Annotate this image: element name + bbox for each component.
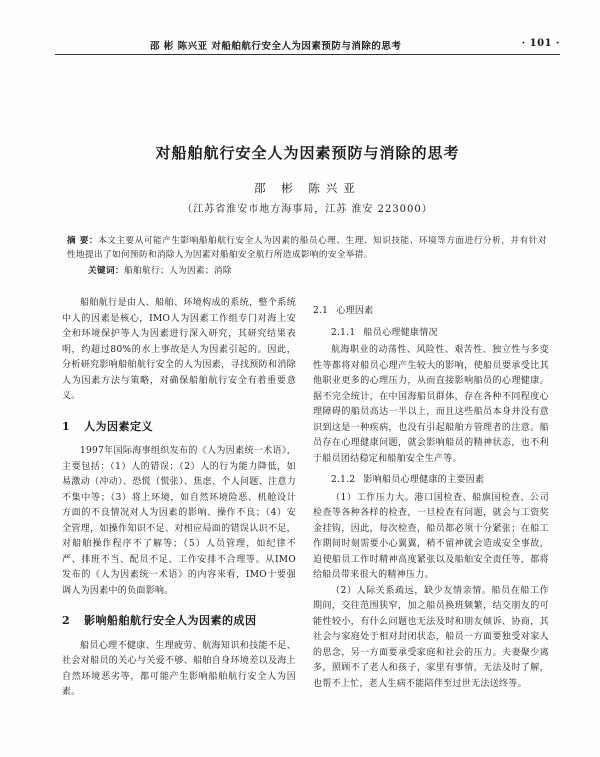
- keywords-label: 关键词：: [88, 266, 124, 276]
- section-1-title: 人为因素定义: [84, 419, 153, 433]
- subsection-2-1-title: 心理因素: [336, 306, 374, 316]
- section-2-title: 影响船舶航行安全人为因素的成因: [84, 614, 257, 627]
- abstract: [67, 234, 547, 262]
- section-2-paragraph: 船员心理不健康、生理疲劳、航海知识和技能不足、社会对船员的关心与关爱不够、船舶自身环境差以及海上自然环境恶劣等，都可能产生影响船舶航行安全人为因素。: [62, 640, 296, 697]
- keywords-text: 船舶航行；人为因素；消除: [123, 266, 232, 276]
- section-1-paragraph: 1997年国际海事组织发布的《人为因素统一术语》，主要包括：（1）人的错误；（2）人的行为能力降低，如易激动（冲动）、恐慌（慌张）、焦虑、个人问题、注意力不集中等；（3）将上环境，如自然环境险恶、机舱设计方面的不良情况对人为因素的影响、操作不良；（4）安全管理，如操作知识不足、对相应局面的错误认识不足，对船舶操作程序不了解等；（5）人员管理，如纪律不严、排班不当、配员不足、工作安排不合理等。从IMO发布的《人为因素统一术语》的内容来看，IMO十要强调人为因素中的负面影响。: [62, 446, 296, 596]
- section-1-heading: [62, 419, 296, 435]
- running-title: 邵 彬 陈兴亚 对船舶航行安全人为因素预防与消除的思考: [150, 41, 402, 52]
- right-column: [313, 304, 549, 692]
- running-head: [150, 38, 560, 52]
- abstract-text: 本文主要从可能产生影响船舶航行安全人为因素的船员心理、生理、知识技能、环境等方面进行分析，并有针对性地提出了如何预防和消除人为因素对船舶安全航行所造成影响的安全举措。: [67, 236, 547, 260]
- abstract-label: 摘 要：: [67, 236, 99, 246]
- keywords: [88, 264, 548, 278]
- subsection-2-1-2-heading: [313, 473, 549, 489]
- section-2-number: 2: [62, 614, 71, 627]
- subsection-2-1-2-paragraph-2: （2）人际关系疏远，缺少友情亲情。船员在船工作期间，交往范围狭窄，加之船员换班频繁，结交朋友的可能性较小，有什么问题也无法及时和朋友倾诉、协商，其社会与家庭处于相对封闭状态，船员一方面要独受对家人的思念，另一方面要承受家庭和社会的压力。夫妻聚少离多，照顾不了老人和孩子，家里有事情，无法及时了解，也帮不上忙，老人生病不能陪伴至过世无法送终等。: [313, 585, 549, 689]
- subsection-2-1-1-number: 2.1.1: [331, 327, 356, 338]
- subsection-2-1-1-heading: [313, 326, 549, 342]
- subsection-2-1-1-paragraph: 航海职业的动荡性、风险性、艰苦性、独立性与多变性等都将对船员心理产生较大的影响，使船员要承受比其他职业更多的心理压力，从而直接影响船员的心理健康。据不完全统计，在中国海船员群体，存在各种不同程度心理障碍的船员高达一半以上，而且这些船员本身并没有意识到这是一种疾病，也没有引起船舶方管理者的注意。船员存在心理健康问题，就会影响船员的精神状态，也不利于船员团结稳定和船舶安全生产等。: [313, 345, 549, 464]
- subsection-2-1-2-number: 2.1.2: [331, 475, 356, 485]
- article-title: 对船舶航行安全人为因素预防与消除的思考: [155, 144, 460, 162]
- article-affiliation: （江苏省淮安市地方海事局，江苏 淮安 223000）: [182, 204, 433, 215]
- subsection-2-1-number: 2.1: [313, 306, 329, 316]
- article-authors: 邵 彬 陈兴亚: [254, 181, 361, 195]
- subsection-2-1-2-paragraph-1: （1）工作压力大。港口国检查、船旗国检查、公司检查等各种各样的检查，一旦检查有问题，就会与工资奖金挂钩，因此，每次检查，船员都必须十分紧张；在船工作期间时刻需要小心翼翼，稍不留神就会造成安全事故，迫使船员工作时精神高度紧张以及船舶安全责任等，都将给船员带来很大的精神压力。: [313, 492, 549, 580]
- section-1-number: 1: [62, 419, 71, 433]
- subsection-2-1-heading: [313, 304, 549, 320]
- section-2-heading: [62, 613, 296, 629]
- intro-paragraph: 船舶航行是由人、船舶、环境构成的系统，整个系统中人的因素是核心，IMO人为因素工作组专门对海上安全和环境保护等人为因素进行深入研究，其研究结果表明，约超过80%的水上事故是人为因素引起的。因此，分析研究影响船舶航行安全的人为因素，寻找预防和消除人为因素方法与策略，对确保船舶航行安全有着重要意义。: [62, 298, 296, 401]
- page-number: · 101 ·: [521, 38, 560, 49]
- subsection-2-1-2-title: 影响船员心理健康的主要因素: [363, 475, 485, 485]
- left-column: [62, 296, 296, 701]
- subsection-2-1-1-title: 船员心理健康情况: [363, 327, 438, 338]
- header-rule: [55, 54, 560, 55]
